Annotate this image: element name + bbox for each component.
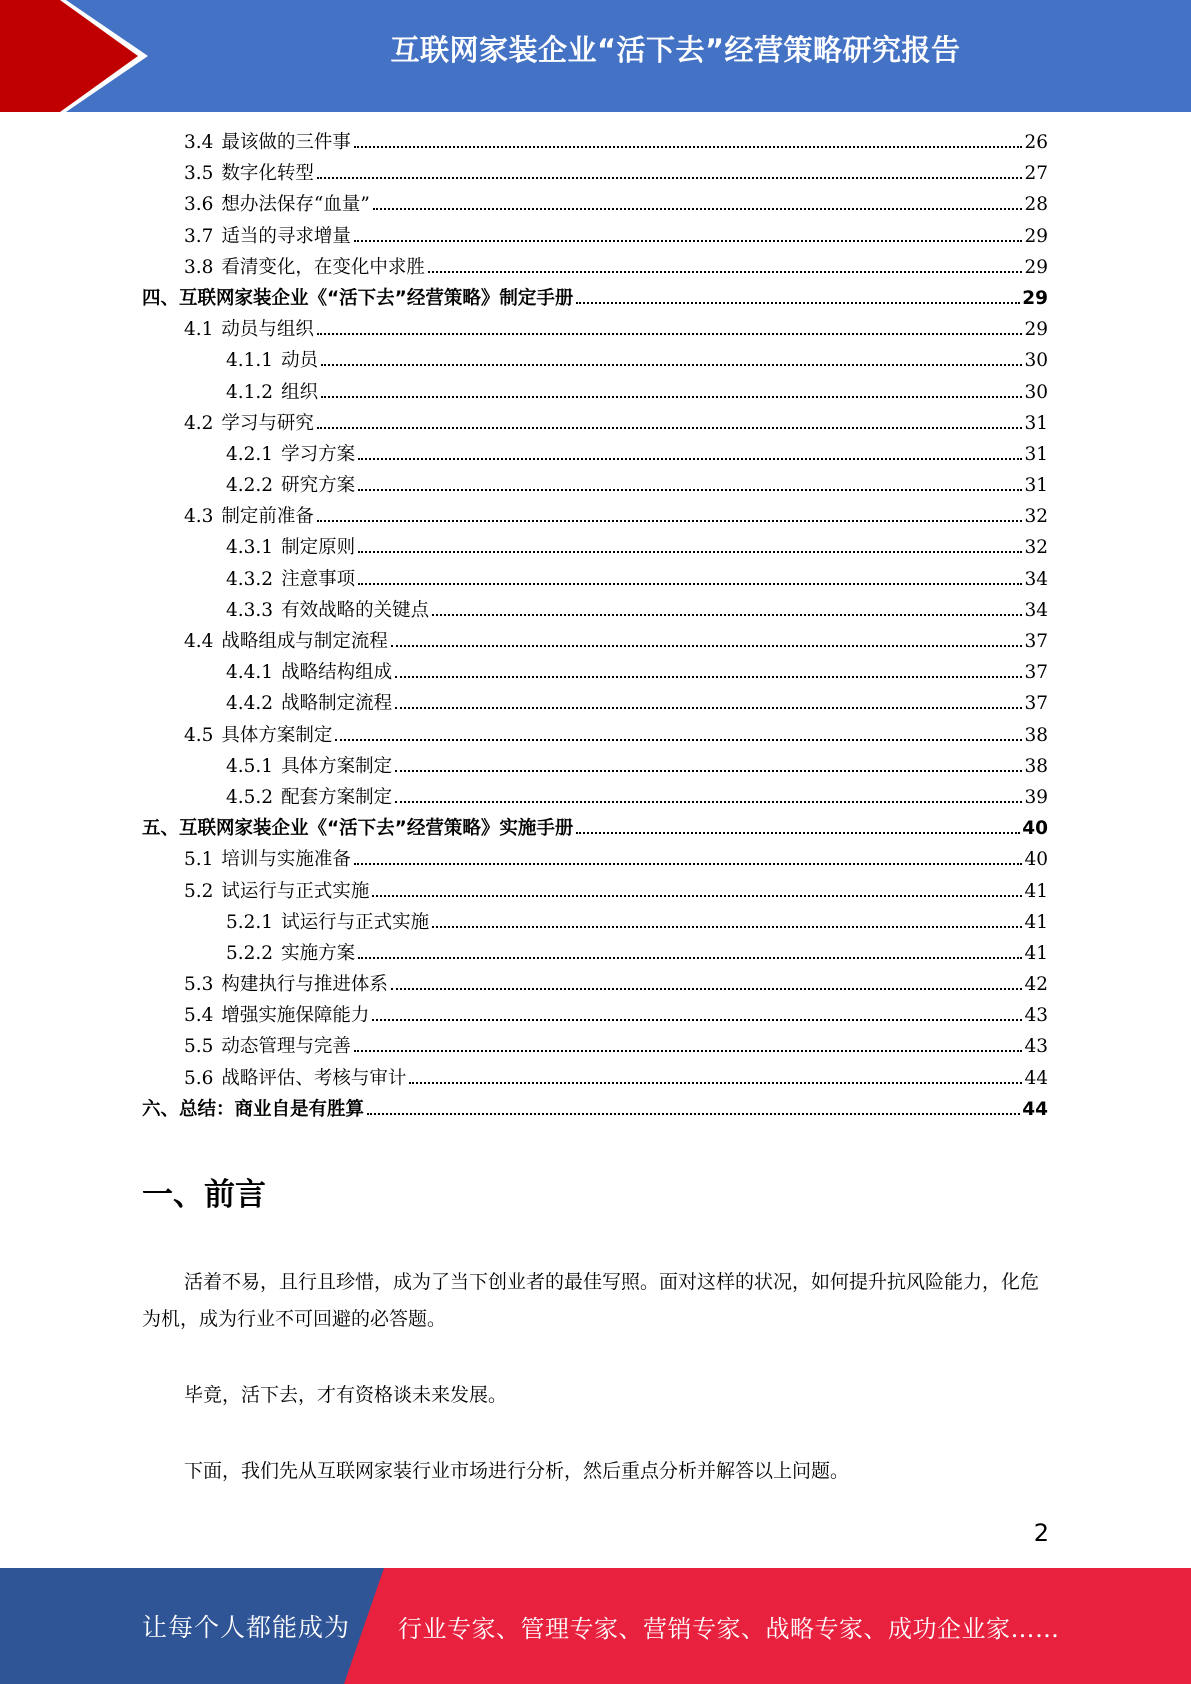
toc-entry[interactable] bbox=[142, 408, 1048, 439]
toc-entry-title: 增强实施保障能力 bbox=[221, 1005, 370, 1027]
toc-entry-title: 动态管理与完善 bbox=[221, 1036, 351, 1058]
toc-dot-leader bbox=[354, 239, 1023, 242]
toc-entry-number: 3.4 bbox=[184, 132, 214, 153]
toc-entry-title: 有效战略的关键点 bbox=[281, 599, 430, 621]
toc-entry-title: 六、总结：商业自是有胜算 bbox=[142, 1098, 365, 1120]
toc-entry-title: 制定前准备 bbox=[221, 506, 314, 528]
toc-entry-title: 动员 bbox=[281, 350, 319, 372]
toc-entry[interactable] bbox=[142, 1094, 1048, 1125]
toc-entry[interactable] bbox=[142, 189, 1048, 220]
toc-entry[interactable] bbox=[142, 221, 1048, 252]
toc-entry[interactable] bbox=[142, 532, 1048, 563]
toc-entry-title: 试运行与正式实施 bbox=[281, 911, 430, 933]
toc-entry[interactable] bbox=[142, 782, 1048, 813]
toc-dot-leader bbox=[321, 363, 1022, 366]
toc-entry[interactable] bbox=[142, 1031, 1048, 1062]
toc-dot-leader bbox=[372, 894, 1022, 897]
toc-entry[interactable] bbox=[142, 564, 1048, 595]
toc-entry-page: 32 bbox=[1024, 537, 1048, 559]
toc-entry-page: 42 bbox=[1024, 974, 1048, 996]
toc-entry-page: 43 bbox=[1024, 1036, 1048, 1058]
toc-entry[interactable] bbox=[142, 876, 1048, 907]
toc-dot-leader bbox=[354, 1049, 1023, 1052]
toc-entry-page: 37 bbox=[1024, 693, 1048, 715]
toc-dot-leader bbox=[576, 301, 1020, 304]
toc-entry-number: 4.4.1 bbox=[226, 662, 274, 684]
footer-slogan-right: 行业专家、管理专家、营销专家、战略专家、成功企业家…… bbox=[398, 1615, 1060, 1643]
toc-dot-leader bbox=[395, 675, 1022, 678]
toc-entry-title: 动员与组织 bbox=[221, 319, 314, 341]
toc-entry[interactable] bbox=[142, 907, 1048, 938]
toc-entry-title: 配套方案制定 bbox=[281, 786, 393, 808]
toc-entry[interactable] bbox=[142, 1000, 1048, 1031]
toc-entry-title: 数字化转型 bbox=[221, 163, 314, 185]
toc-entry[interactable] bbox=[142, 345, 1048, 376]
toc-dot-leader bbox=[391, 987, 1023, 990]
toc-entry-page: 40 bbox=[1022, 818, 1048, 840]
toc-entry-page: 43 bbox=[1024, 1005, 1048, 1027]
toc-entry-title: 战略组成与制定流程 bbox=[221, 631, 388, 652]
toc-entry[interactable] bbox=[142, 657, 1048, 688]
toc-entry[interactable] bbox=[142, 439, 1048, 470]
toc-entry[interactable] bbox=[142, 283, 1048, 314]
toc-entry-title: 注意事项 bbox=[281, 568, 356, 590]
toc-entry-title: 具体方案制定 bbox=[221, 724, 333, 746]
toc-entry-page: 31 bbox=[1024, 412, 1048, 434]
toc-entry-number: 5.2.2 bbox=[226, 942, 274, 964]
toc-entry[interactable] bbox=[142, 314, 1048, 345]
toc-entry-number: 4.4 bbox=[184, 631, 214, 652]
toc-entry[interactable] bbox=[142, 813, 1048, 844]
toc-entry-page: 27 bbox=[1024, 163, 1048, 185]
table-of-contents bbox=[142, 127, 1048, 1125]
toc-entry-page: 34 bbox=[1024, 599, 1048, 621]
toc-entry[interactable] bbox=[142, 844, 1048, 875]
toc-entry-title: 研究方案 bbox=[281, 475, 356, 497]
toc-dot-leader bbox=[395, 800, 1022, 803]
report-title: 互联网家装企业“活下去”经营策略研究报告 bbox=[390, 33, 961, 67]
toc-dot-leader bbox=[576, 831, 1020, 834]
toc-entry-title: 学习方案 bbox=[281, 443, 356, 465]
toc-entry-title: 五、互联网家装企业《“活下去”经营策略》实施手册 bbox=[142, 818, 574, 840]
toc-entry-number: 5.3 bbox=[184, 974, 214, 996]
toc-entry-title: 试运行与正式实施 bbox=[221, 880, 370, 902]
toc-entry-title: 最该做的三件事 bbox=[221, 132, 351, 153]
toc-dot-leader bbox=[317, 426, 1023, 429]
toc-entry-page: 40 bbox=[1024, 849, 1048, 871]
toc-entry[interactable] bbox=[142, 501, 1048, 532]
toc-entry-number: 4.1.1 bbox=[226, 350, 274, 372]
toc-entry-title: 看清变化，在变化中求胜 bbox=[221, 256, 425, 278]
toc-entry-number: 3.6 bbox=[184, 194, 214, 216]
toc-entry-page: 38 bbox=[1024, 724, 1048, 746]
toc-dot-leader bbox=[409, 1081, 1022, 1084]
toc-dot-leader bbox=[372, 1018, 1022, 1021]
toc-entry-page: 31 bbox=[1024, 475, 1048, 497]
toc-dot-leader bbox=[391, 644, 1023, 647]
toc-entry-page: 29 bbox=[1024, 319, 1048, 341]
toc-dot-leader bbox=[354, 862, 1023, 865]
toc-entry-page: 32 bbox=[1024, 506, 1048, 528]
toc-entry-title: 想办法保存“血量” bbox=[221, 194, 370, 216]
toc-entry-page: 31 bbox=[1024, 443, 1048, 465]
toc-entry-title: 构建执行与推进体系 bbox=[221, 974, 388, 996]
toc-entry-title: 战略评估、考核与审计 bbox=[221, 1067, 407, 1089]
toc-entry-page: 44 bbox=[1022, 1098, 1048, 1120]
toc-entry-number: 4.5.2 bbox=[226, 786, 274, 808]
toc-entry-page: 34 bbox=[1024, 568, 1048, 590]
page-number: 2 bbox=[1033, 1519, 1049, 1547]
toc-dot-leader bbox=[354, 145, 1023, 148]
toc-entry-page: 30 bbox=[1024, 381, 1048, 403]
toc-entry-title: 组织 bbox=[281, 381, 319, 403]
toc-entry[interactable] bbox=[142, 158, 1048, 189]
toc-entry-number: 5.2 bbox=[184, 880, 214, 902]
toc-entry-number: 4.5.1 bbox=[226, 755, 274, 777]
toc-entry-number: 5.5 bbox=[184, 1036, 214, 1058]
toc-entry-title: 学习与研究 bbox=[221, 412, 314, 434]
toc-entry-number: 3.8 bbox=[184, 256, 214, 278]
toc-entry[interactable] bbox=[142, 688, 1048, 719]
toc-entry-number: 4.2 bbox=[184, 412, 214, 434]
toc-entry-number: 5.6 bbox=[184, 1067, 214, 1089]
toc-entry-number: 3.5 bbox=[184, 163, 214, 185]
toc-entry-number: 4.4.2 bbox=[226, 693, 274, 715]
toc-dot-leader bbox=[358, 956, 1022, 959]
toc-entry-title: 四、互联网家装企业《“活下去”经营策略》制定手册 bbox=[142, 287, 574, 309]
toc-entry-page: 29 bbox=[1024, 256, 1048, 278]
paragraph: 下面，我们先从互联网家装行业市场进行分析，然后重点分析并解答以上问题。 bbox=[184, 1460, 850, 1482]
toc-entry[interactable] bbox=[142, 127, 1048, 158]
toc-entry-page: 26 bbox=[1024, 132, 1048, 153]
toc-dot-leader bbox=[373, 207, 1023, 210]
toc-entry-page: 41 bbox=[1024, 880, 1048, 902]
toc-entry[interactable] bbox=[142, 751, 1048, 782]
toc-entry-number: 4.3.1 bbox=[226, 537, 274, 559]
toc-entry[interactable] bbox=[142, 470, 1048, 501]
toc-entry[interactable] bbox=[142, 377, 1048, 408]
header-arrow-decoration bbox=[0, 0, 160, 112]
toc-entry[interactable] bbox=[142, 252, 1048, 283]
toc-entry-page: 39 bbox=[1024, 786, 1048, 808]
toc-dot-leader bbox=[358, 488, 1022, 491]
toc-dot-leader bbox=[367, 1112, 1020, 1115]
toc-entry-title: 适当的寻求增量 bbox=[221, 225, 351, 247]
toc-entry-number: 5.4 bbox=[184, 1005, 214, 1027]
toc-entry-page: 37 bbox=[1024, 631, 1048, 652]
toc-entry-title: 战略制定流程 bbox=[281, 693, 393, 715]
toc-dot-leader bbox=[358, 582, 1022, 585]
toc-dot-leader bbox=[317, 332, 1023, 335]
toc-entry-page: 41 bbox=[1024, 942, 1048, 964]
toc-entry-number: 4.2.1 bbox=[226, 443, 274, 465]
toc-entry[interactable] bbox=[142, 595, 1048, 626]
toc-entry-number: 4.3.3 bbox=[226, 599, 274, 621]
toc-entry-title: 培训与实施准备 bbox=[221, 849, 351, 871]
toc-entry-page: 28 bbox=[1024, 194, 1048, 216]
toc-entry-page: 38 bbox=[1024, 755, 1048, 777]
toc-entry-page: 44 bbox=[1024, 1067, 1048, 1089]
toc-entry-page: 29 bbox=[1022, 287, 1048, 309]
toc-entry[interactable] bbox=[142, 1063, 1048, 1094]
toc-entry-title: 具体方案制定 bbox=[281, 755, 393, 777]
toc-dot-leader bbox=[317, 519, 1023, 522]
toc-dot-leader bbox=[358, 550, 1022, 553]
footer-slogan-left: 让每个人都能成为 bbox=[142, 1613, 351, 1642]
toc-dot-leader bbox=[358, 457, 1022, 460]
page-footer bbox=[0, 1568, 1191, 1684]
toc-entry-number: 4.5 bbox=[184, 724, 214, 746]
toc-entry-page: 37 bbox=[1024, 662, 1048, 684]
toc-entry[interactable] bbox=[142, 969, 1048, 1000]
toc-entry-number: 4.3 bbox=[184, 506, 214, 528]
toc-entry-page: 30 bbox=[1024, 350, 1048, 372]
toc-entry-number: 5.1 bbox=[184, 849, 214, 871]
toc-entry[interactable] bbox=[142, 720, 1048, 751]
toc-entry[interactable] bbox=[142, 626, 1048, 657]
toc-dot-leader bbox=[335, 738, 1022, 741]
toc-dot-leader bbox=[395, 706, 1022, 709]
toc-entry-number: 4.3.2 bbox=[226, 568, 274, 590]
toc-entry-page: 41 bbox=[1024, 911, 1048, 933]
toc-entry-number: 4.1.2 bbox=[226, 381, 274, 403]
toc-entry-title: 战略结构组成 bbox=[281, 662, 393, 684]
paragraph: 活着不易，且行且珍惜，成为了当下创业者的最佳写照。面对这样的状况，如何提升抗风险能力，化危为机，成为行业不可回避的必答题。 bbox=[142, 1271, 1040, 1330]
toc-entry-number: 5.2.1 bbox=[226, 911, 274, 933]
toc-dot-leader bbox=[395, 769, 1022, 772]
toc-entry[interactable] bbox=[142, 938, 1048, 969]
toc-dot-leader bbox=[317, 176, 1023, 179]
toc-entry-number: 3.7 bbox=[184, 225, 214, 247]
toc-entry-page: 29 bbox=[1024, 225, 1048, 247]
toc-dot-leader bbox=[432, 925, 1022, 928]
toc-entry-title: 实施方案 bbox=[281, 942, 356, 964]
page-header bbox=[0, 0, 1191, 112]
toc-dot-leader bbox=[432, 613, 1022, 616]
section-heading: 一、前言 bbox=[142, 1177, 266, 1213]
toc-entry-title: 制定原则 bbox=[281, 537, 356, 559]
toc-dot-leader bbox=[321, 395, 1022, 398]
toc-dot-leader bbox=[428, 270, 1023, 273]
paragraph: 毕竟，活下去，才有资格谈未来发展。 bbox=[184, 1384, 508, 1406]
toc-entry-number: 4.1 bbox=[184, 319, 214, 341]
toc-entry-number: 4.2.2 bbox=[226, 475, 274, 497]
